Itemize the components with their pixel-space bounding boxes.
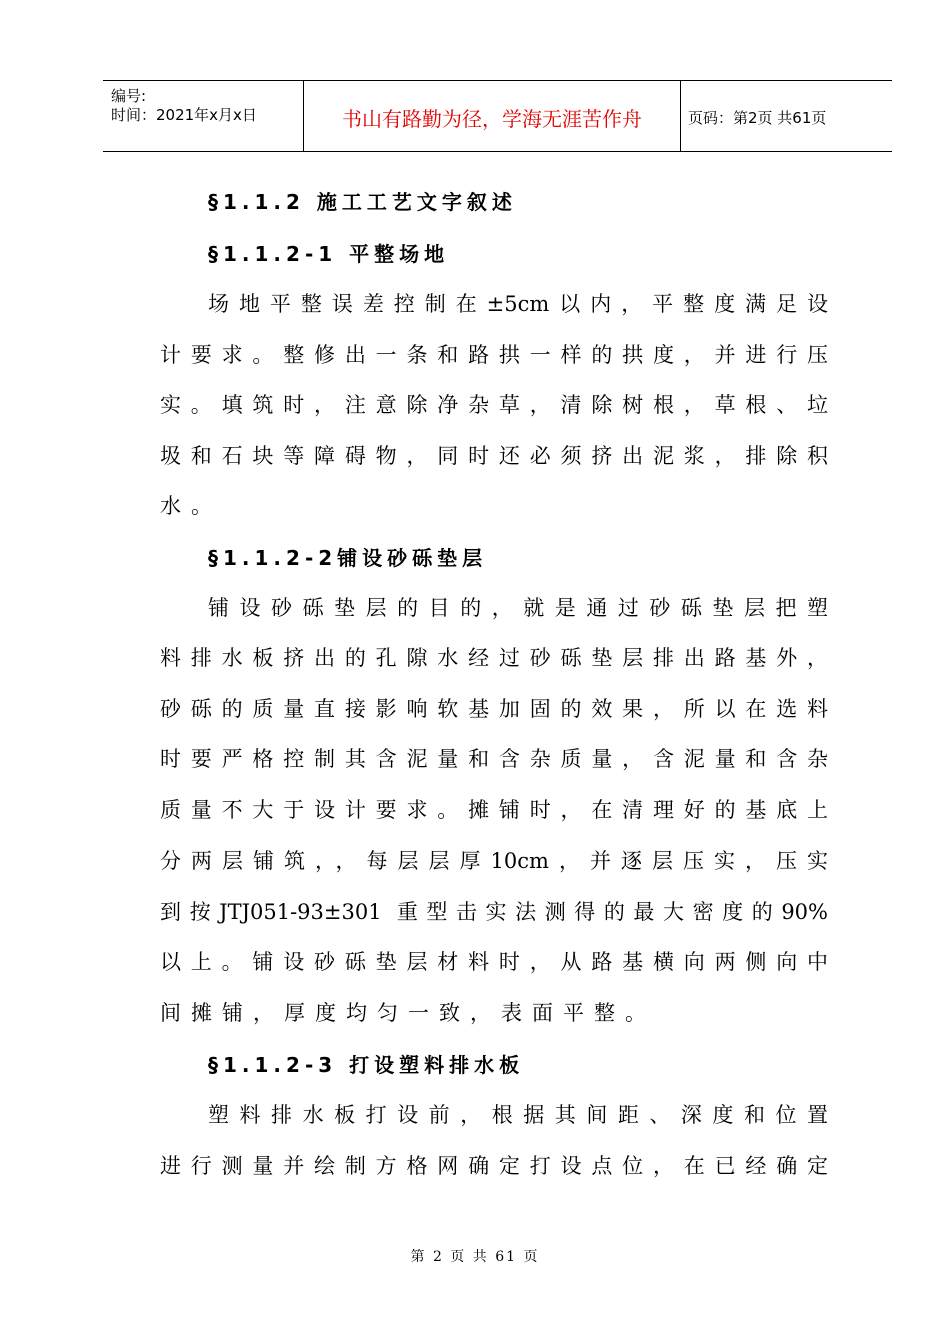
paragraph-line: 塑料排水板打设前，根据其间距、深度和位置 [208, 1103, 828, 1127]
paragraph-line: 到按JTJ051-93±301 重型击实法测得的最大密度的90% [160, 900, 828, 924]
paragraph-line: 时要严格控制其含泥量和含杂质量，含泥量和含杂 [160, 747, 828, 771]
subsection-title-1: §1.1.2-1 平整场地 [208, 242, 450, 266]
paragraph-line: 圾和石块等障碍物，同时还必须挤出泥浆，排除积 [160, 444, 828, 468]
document-time-label: 时间：2021年x月x日 [111, 106, 257, 124]
paragraph-line: 场地平整误差控制在±5cm以内，平整度满足设 [208, 292, 828, 316]
paragraph-line: 以上。铺设砂砾垫层材料时，从路基横向两侧向中 [160, 950, 828, 974]
paragraph-line: 间摊铺，厚度均匀一致，表面平整。 [160, 1001, 656, 1025]
section-title: §1.1.2 施工工艺文字叙述 [208, 190, 517, 214]
header-center-cell [303, 81, 681, 151]
paragraph-line: 料排水板挤出的孔隙水经过砂砾垫层排出路基外， [160, 646, 828, 670]
subsection-title-2: §1.1.2-2铺设砂砾垫层 [208, 546, 488, 570]
header-page-label: 页码：第2页 共61页 [688, 109, 827, 127]
page-footer: 第 2 页 共 61 页 [410, 1249, 540, 1265]
page-header [103, 80, 892, 152]
paragraph-line: 分两层铺筑，，每层层厚10cm，并逐层压实，压实 [160, 849, 828, 873]
paragraph-line: 质量不大于设计要求。摊铺时，在清理好的基底上 [160, 798, 828, 822]
paragraph-line: 砂砾的质量直接影响软基加固的效果，所以在选料 [160, 697, 828, 721]
header-right-cell [680, 81, 892, 151]
paragraph-line: 进行测量并绘制方格网确定打设点位，在已经确定 [160, 1154, 828, 1178]
document-number-label: 编号: [111, 87, 147, 105]
paragraph-line: 计要求。整修出一条和路拱一样的拱度，并进行压 [160, 343, 828, 367]
paragraph-line: 实。填筑时，注意除净杂草，清除树根，草根、垃 [160, 393, 828, 417]
paragraph-line: 水。 [160, 494, 222, 518]
header-left-cell [103, 81, 303, 151]
paragraph-line: 铺设砂砾垫层的目的，就是通过砂砾垫层把塑 [208, 596, 828, 620]
header-motto: 书山有路勤为径，学海无涯苦作舟 [342, 107, 642, 131]
subsection-title-3: §1.1.2-3 打设塑料排水板 [208, 1053, 525, 1077]
